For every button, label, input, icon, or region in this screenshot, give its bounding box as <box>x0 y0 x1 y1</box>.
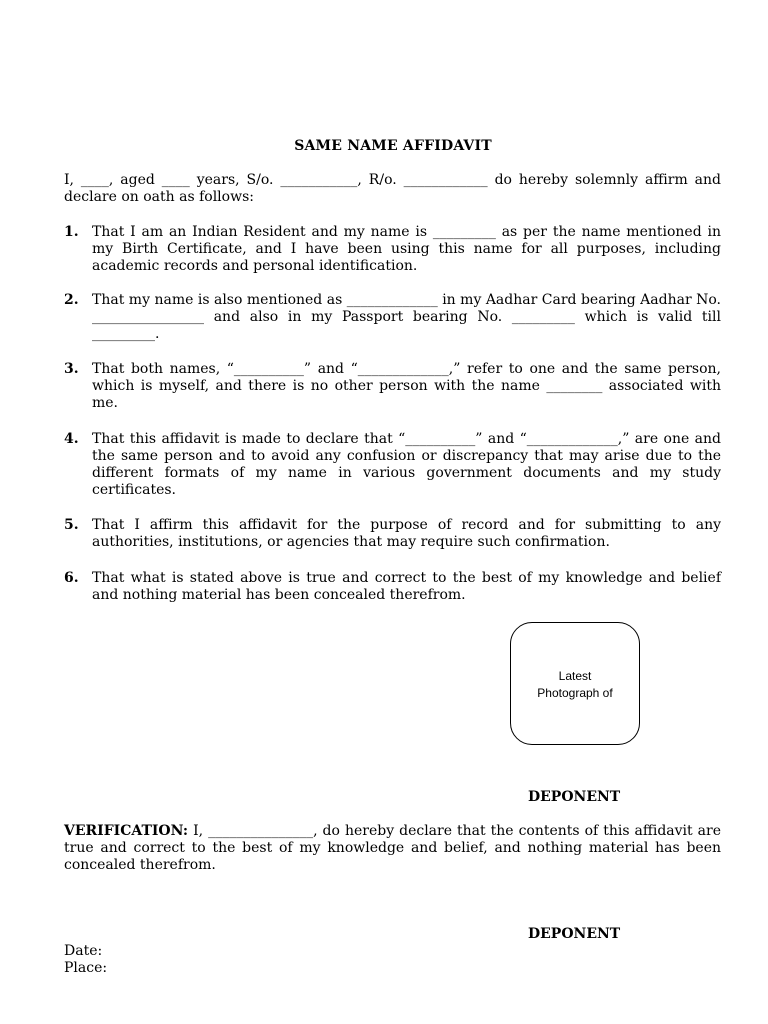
item-text: That this affidavit is made to declare that “__________” and “_____________,” are one and the same person and to avoid any confusion or discrepancy that may arise due to the different formats of my name in various government documents and my study certificates. <box>92 431 721 498</box>
item-number: 5. <box>64 517 79 533</box>
photo-caption-line2: Photograph of <box>537 686 613 700</box>
deponent-signature-label: DEPONENT <box>528 926 621 942</box>
item-number: 1. <box>64 224 79 240</box>
intro-paragraph: I, ____, aged ____ years, S/o. ___________, R/o. ____________ do hereby solemnly affirm and declare on oath as follows: <box>64 172 721 205</box>
verification-text: I, _______________, do hereby declare that the contents of this affidavit are true and correct to the best of my knowledge and belief, and nothing material has been concealed therefrom. <box>64 823 721 873</box>
list-item <box>64 224 721 275</box>
item-text: That my name is also mentioned as _____________ in my Aadhar Card bearing Aadhar No. ________________ and also in my Passport bearing No. _________ which is valid till _________. <box>92 292 721 342</box>
verification-label: VERIFICATION: <box>64 823 189 839</box>
list-item <box>64 570 721 604</box>
verification-paragraph <box>64 823 721 874</box>
place-label: Place: <box>64 960 108 976</box>
document-title: SAME NAME AFFIDAVIT <box>294 138 492 154</box>
deponent-label: DEPONENT <box>528 789 621 805</box>
item-text: That I am an Indian Resident and my name is _________ as per the name mentioned in my Birth Certificate, and I have been using this name for all purposes, including academic records and personal identification. <box>92 224 721 274</box>
list-item <box>64 361 721 412</box>
item-text: That I affirm this affidavit for the purpose of record and for submitting to any authorities, institutions, or agencies that may require such confirmation. <box>92 517 721 550</box>
item-number: 4. <box>64 431 79 447</box>
item-number: 6. <box>64 570 79 586</box>
list-item <box>64 517 721 551</box>
photo-caption-line1: Latest <box>558 669 592 683</box>
photo-caption <box>511 668 639 702</box>
date-label: Date: <box>64 943 103 959</box>
photo-placeholder <box>510 622 640 745</box>
item-number: 2. <box>64 292 79 308</box>
item-number: 3. <box>64 361 79 377</box>
item-text: That both names, “__________” and “_____________,” refer to one and the same person, which is myself, and there is no other person with the name ________ associated with me. <box>92 361 721 411</box>
list-item <box>64 431 721 499</box>
list-item <box>64 292 721 343</box>
item-text: That what is stated above is true and correct to the best of my knowledge and belief and nothing material has been concealed therefrom. <box>92 570 721 603</box>
